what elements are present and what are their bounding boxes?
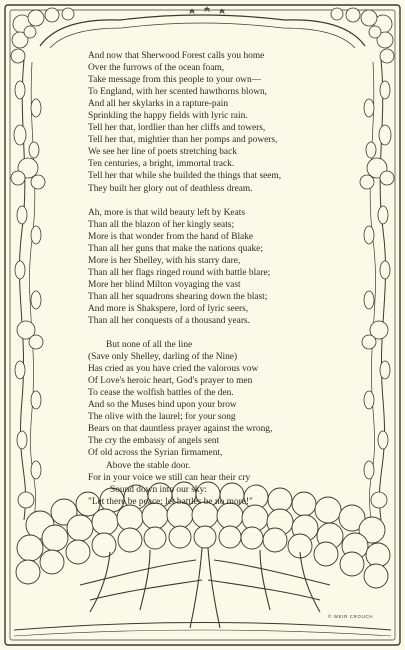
poem-line: And more is Shakspere, lord of lyric seers, <box>88 303 249 314</box>
top-left-foliage-icon <box>11 8 74 63</box>
poem-line: (Save only Shelley, darling of the Nine) <box>88 352 238 363</box>
poem-line: Than all her squadrons shearing down the blast; <box>88 291 268 302</box>
tree-trunks-icon <box>80 548 330 628</box>
poem-line: Tell her that, mightier than her pomps and powers, <box>88 135 278 146</box>
poem-line: But none of all the line <box>106 340 193 351</box>
poem-line: Than all the blazon of her kingly seats; <box>88 219 235 230</box>
poem-line: More is her Shelley, with his starry dare, <box>88 255 241 266</box>
poem-line: The olive with the laurel; for your song <box>88 412 236 423</box>
poem-line: Tell her that, lordlier than her cliffs and towers, <box>88 123 266 134</box>
poem-line: Take message from this people to your own— <box>88 75 262 86</box>
stanza-3 <box>88 339 320 508</box>
poem-line: And all her skylarks in a rapture-pain <box>88 99 229 110</box>
poem-text <box>88 50 320 508</box>
poem-line: Ten centuries, a bright, immortal track. <box>88 159 235 170</box>
poem-line: And now that Sherwood Forest calls you home <box>88 51 265 61</box>
poem-line: More her blind Milton voyaging the vast <box>88 279 241 290</box>
poem-line: Ah, more is that wild beauty left by Keats <box>88 207 245 218</box>
poem-line: Sprinkling the happy fields with lyric rain. <box>88 111 248 122</box>
poem-line: Tell her that while she builded the things that seem, <box>88 171 282 182</box>
artist-signature: © WEIR CROUCH <box>328 614 374 619</box>
top-right-foliage-icon <box>331 8 394 63</box>
poem-line: For in your voice we still can hear their cry <box>88 472 251 483</box>
ground-line-2 <box>14 630 391 636</box>
poem-line: More is that wonder from the hand of Blake <box>88 231 254 242</box>
poem-line: "Let there be peace: let battles be no more!" <box>88 496 253 507</box>
poem-line: Over the furrows of the ocean foam, <box>88 63 225 74</box>
poem-line: Sound down into our sky: <box>110 484 207 495</box>
poem-line: We see her line of poets stretching back <box>88 147 237 158</box>
poem-line: And so the Muses bind upon your brow <box>88 400 237 411</box>
poem-line: Of old across the Syrian firmament, <box>88 448 223 459</box>
poem-line: To cease the wolfish battles of the den. <box>88 388 234 399</box>
stanza-2 <box>88 207 320 327</box>
right-leaves-icon <box>360 81 394 508</box>
poem-line: To England, with her scented hawthorns blown, <box>88 87 267 98</box>
poem-line: Above the stable door. <box>106 460 191 471</box>
poem-line: Than all her guns that make the nations quake; <box>88 243 263 254</box>
poem-line: Has cried as you have cried the valorous vow <box>88 364 259 375</box>
poem-line: They built her glory out of deathless dream. <box>88 183 253 194</box>
left-leaves-icon <box>11 81 45 508</box>
poem-line: Than all her conquests of a thousand years. <box>88 315 250 326</box>
poem-line: The cry the embassy of angels sent <box>88 436 220 447</box>
stanza-1 <box>88 50 320 195</box>
top-arch-inner <box>50 23 355 48</box>
poem-line: Of Love's heroic heart, God's prayer to men <box>88 376 253 387</box>
poem-line: Bears on that dauntless prayer against the wrong, <box>88 424 273 435</box>
ground-line <box>14 623 391 631</box>
poem-line: Than all her flags ringed round with battle blare; <box>88 267 271 278</box>
